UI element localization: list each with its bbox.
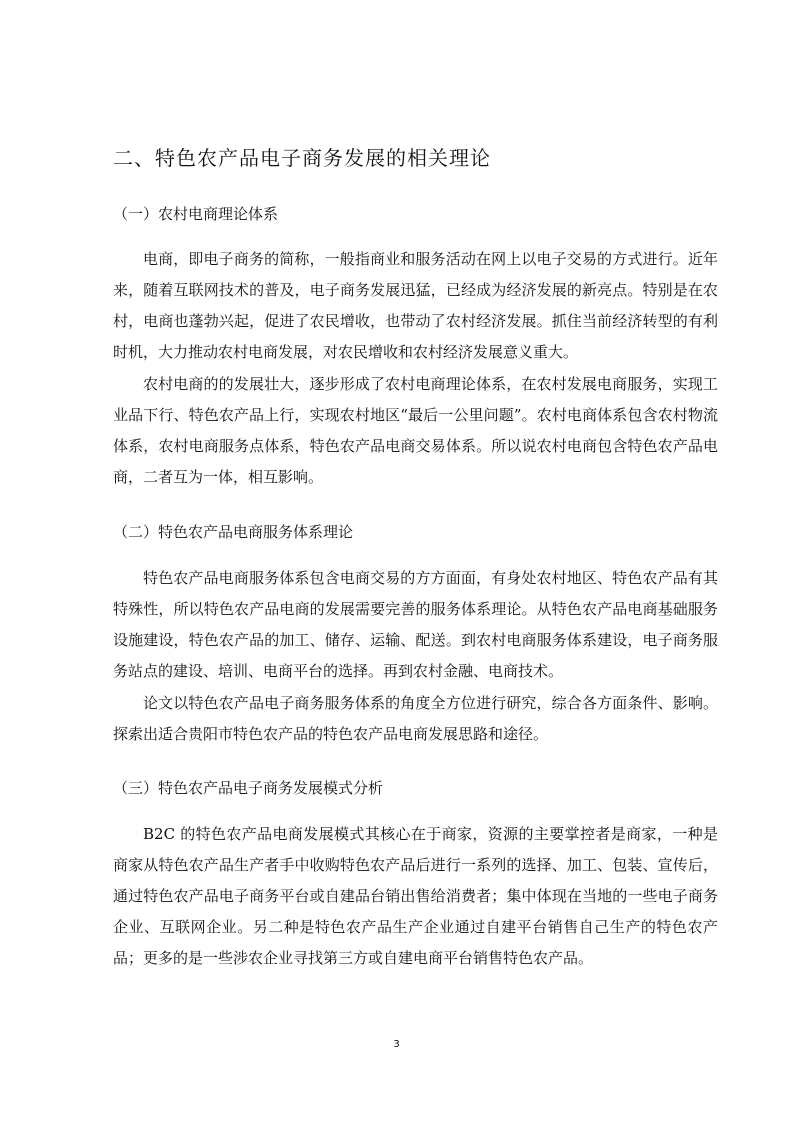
section-1-paragraph-2: 农村电商的的发展壮大，逐步形成了农村电商理论体系，在农村发展电商服务，实现工业品下行、特色农产品上行，实现农村地区“最后一公里问题”。农村电商体系包含农村物流体系，农村电商服务点体系，特色农产品电商交易体系。所以说农村电商包含特色农产品电商，二者互为一体，相互影响。: [113, 375, 718, 486]
section-3-paragraph-1: B2C 的特色农产品电商发展模式其核心在于商家，资源的主要掌控者是商家，一种是商家从特色农产品生产者手中收购特色农产品后进行一系列的选择、加工、包装、宣传后，通过特色农产品电子商务平台或自建品台销出售给消费者；集中体现在当地的一些电子商务企业、互联网企业。另二种是特色农产品生产企业通过自建平台销售自己生产的特色农产品；更多的是一些涉农企业寻找第三方或自建电商平台销售特色农产品。: [113, 825, 718, 967]
section-2-paragraph-1: 特色农产品电商服务体系包含电商交易的方方面面，有身处农村地区、特色农产品有其特殊性，所以特色农产品电商的发展需要完善的服务体系理论。从特色农产品电商基础服务设施建设，特色农产品的加工、储存、运输、配送。到农村电商服务体系建设，电子商务服务站点的建设、培训、电商平台的选择。再到农村金融、电商技术。: [113, 569, 718, 680]
chapter-heading: 二、特色农产品电子商务发展的相关理论: [113, 146, 491, 170]
section-3-title: （三）特色农产品电子商务发展模式分析: [113, 779, 384, 797]
section-2-paragraph-2: 论文以特色农产品电子商务服务体系的角度全方位进行研究，综合各方面条件、影响。探索出适合贵阳市特色农产品的特色农产品电商发展思路和途径。: [113, 694, 718, 743]
page-number: 3: [393, 1039, 400, 1050]
section-2-title: （二）特色农产品电商服务体系理论: [113, 523, 354, 541]
section-1-title: （一）农村电商理论体系: [113, 205, 279, 223]
section-1-paragraph-1: 电商，即电子商务的简称，一般指商业和服务活动在网上以电子交易的方式进行。近年来，随着互联网技术的普及，电子商务发展迅猛，已经成为经济发展的新亮点。特别是在农村，电商也蓬勃兴起，促进了农民增收，也带动了农村经济发展。抓住当前经济转型的有利时机，大力推动农村电商发展，对农民增收和农村经济发展意义重大。: [113, 250, 718, 361]
